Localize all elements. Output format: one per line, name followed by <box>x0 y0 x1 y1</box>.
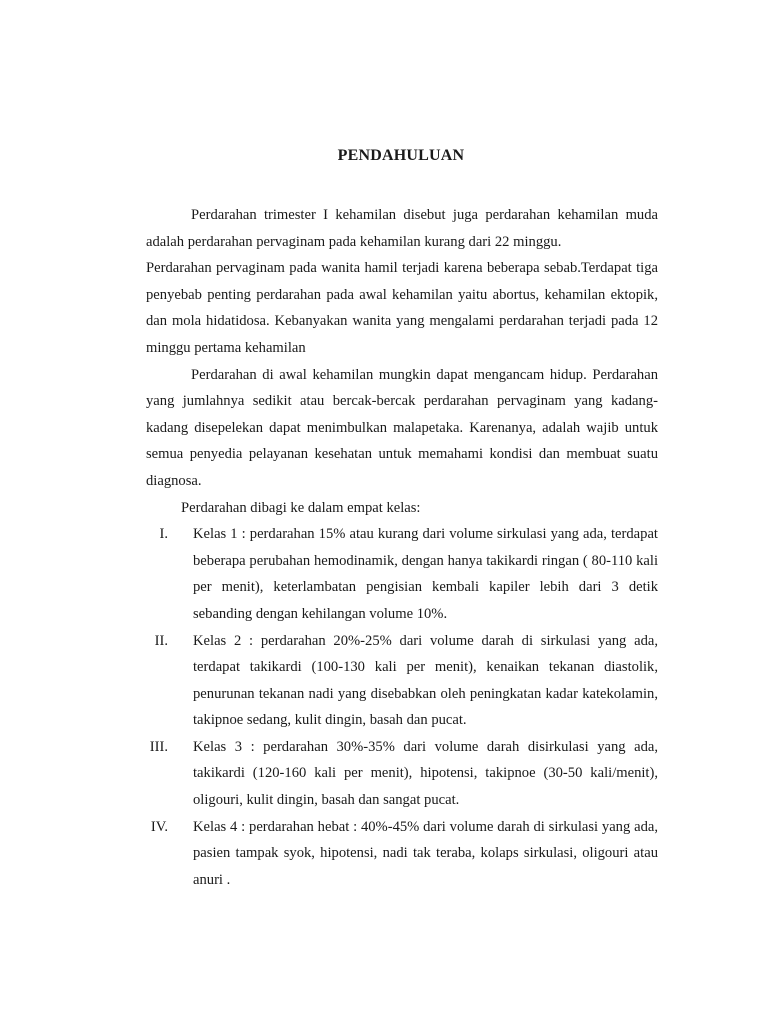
paragraph-causes: Perdarahan pervaginam pada wanita hamil terjadi karena beberapa sebab.Terdapat tiga penyebab penting perdarahan pada awal kehamilan yaitu abortus, kehamilan ektopik, dan mola hidatidosa. Kebanyakan wanita yang mengalami perdarahan terjadi pada 12 minggu pertama kehamilan <box>146 260 658 356</box>
paragraph-danger: Perdarahan di awal kehamilan mungkin dapat mengancam hidup. Perdarahan yang jumlahnya sedikit atau bercak-bercak perdarahan pervaginam yang kadang-kadang disepelekan dapat menimbulkan malapetaka. Karenanya, adalah wajib untuk semua penyedia pelayanan kesehatan untuk memahami kondisi dan membuat suatu diagnosa. <box>146 366 658 489</box>
list-item-text: Kelas 3 : perdarahan 30%-35% dari volume darah disirkulasi yang ada, takikardi (120-160 kali per menit), hipotensi, takipnoe (30-50 kali/menit), oligouri, kulit dingin, basah dan sangat pucat. <box>193 738 658 809</box>
list-item-text: Kelas 4 : perdarahan hebat : 40%-45% dari volume darah di sirkulasi yang ada, pasien tampak syok, hipotensi, nadi tak teraba, kolaps sirkulasi, oligouri atau anuri . <box>193 818 658 888</box>
paragraph-definition: Perdarahan trimester I kehamilan disebut juga perdarahan kehamilan muda adalah perdarahan pervaginam pada kehamilan kurang dari 22 minggu. <box>146 207 658 250</box>
list-item-number: II. <box>154 632 168 649</box>
document-body <box>146 202 658 893</box>
list-item-number: IV. <box>150 818 168 835</box>
list-item-text: Kelas 2 : perdarahan 20%-25% dari volume darah di sirkulasi yang ada, terdapat takikardi (100-130 kali per menit), kenaikan tekanan diastolik, penurunan tekanan nadi yang disebabkan oleh peningkatan kadar katekolamin, takipnoe sedang, kulit dingin, basah dan pucat. <box>193 632 658 729</box>
list-item-number: I. <box>159 526 168 543</box>
list-item-class-1 <box>146 521 658 627</box>
list-item-class-4 <box>146 814 658 894</box>
list-item-class-3 <box>146 734 658 814</box>
list-item-number: III. <box>149 738 168 755</box>
page-title: PENDAHULUAN <box>337 147 465 164</box>
bleeding-class-list <box>146 521 658 893</box>
list-intro: Perdarahan dibagi ke dalam empat kelas: <box>181 499 421 516</box>
list-item-text: Kelas 1 : perdarahan 15% atau kurang dari volume sirkulasi yang ada, terdapat beberapa perubahan hemodinamik, dengan hanya takikardi ringan ( 80-110 kali per menit), keterlambatan pengisian kembali kapiler lebih dari 3 detik sebanding dengan kehilangan volume 10%. <box>193 526 658 622</box>
list-item-class-2 <box>146 628 658 734</box>
